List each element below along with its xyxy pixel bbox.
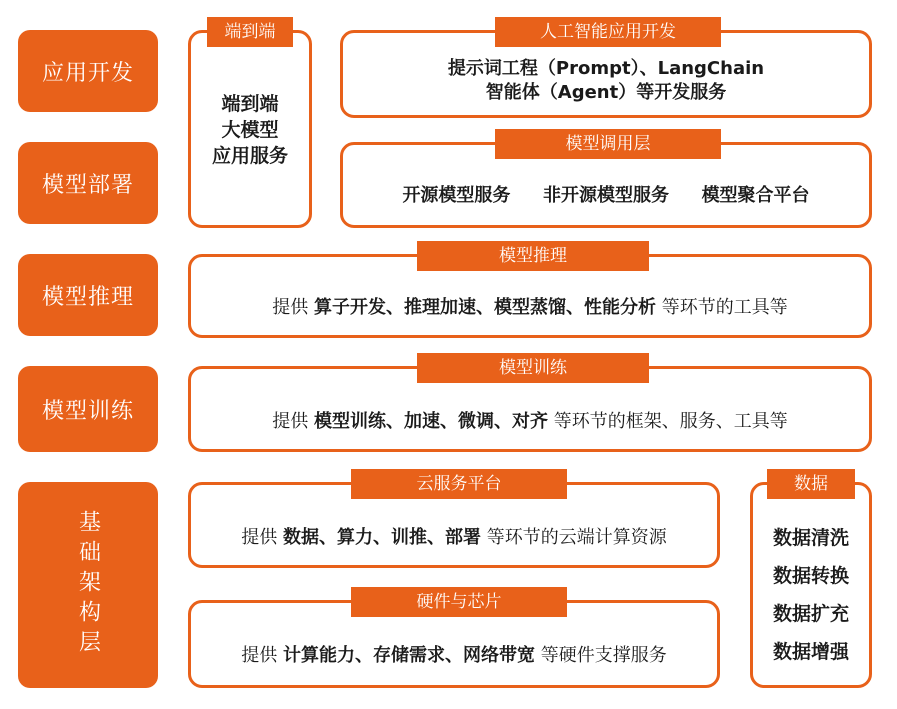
- model-call-item: 非开源模型服务: [543, 185, 669, 206]
- inference-bold: 算子开发、推理加速、模型蒸馏、性能分析: [314, 297, 656, 318]
- training-prefix: 提供: [272, 411, 309, 432]
- hardware-bold: 计算能力、存储需求、网络带宽: [283, 645, 535, 666]
- cloud-suffix: 等环节的云端计算资源: [486, 527, 667, 548]
- e2e-line: 大模型: [221, 119, 279, 141]
- data-item: 数据清洗: [772, 527, 849, 549]
- hardware-tag: 硬件与芯片: [351, 587, 567, 617]
- layer-infrastructure: 基础架构层: [18, 482, 158, 688]
- model-call-item: 模型聚合平台: [701, 185, 810, 206]
- cloud-tag: 云服务平台: [351, 469, 567, 499]
- hardware-prefix: 提供: [241, 645, 278, 666]
- inference-suffix: 等环节的工具等: [661, 297, 788, 318]
- data-item: 数据扩充: [772, 603, 849, 625]
- e2e-lines: [191, 91, 309, 169]
- e2e-box: [188, 22, 312, 228]
- ai-dev-tag: 人工智能应用开发: [495, 17, 721, 47]
- e2e-line: 应用服务: [211, 145, 288, 167]
- training-suffix: 等环节的框架、服务、工具等: [553, 411, 788, 432]
- data-tag: 数据: [767, 469, 855, 499]
- data-box: [750, 474, 872, 688]
- layer-model-training: 模型训练: [18, 366, 158, 452]
- training-bold: 模型训练、加速、微调、对齐: [314, 411, 548, 432]
- model-call-item: 开源模型服务: [402, 185, 511, 206]
- ai-dev-content: [343, 57, 869, 105]
- cloud-bold: 数据、算力、训推、部署: [283, 527, 481, 548]
- hardware-box: [188, 592, 720, 688]
- e2e-tag: 端到端: [207, 17, 293, 47]
- model-call-items: [343, 181, 869, 207]
- layer-model-inference: 模型推理: [18, 254, 158, 336]
- data-item: 数据转换: [772, 565, 849, 587]
- ai-dev-line2: 智能体（Agent）等开发服务: [485, 82, 727, 103]
- training-tag: 模型训练: [417, 353, 649, 383]
- hardware-content: [191, 641, 717, 667]
- data-item: 数据增强: [772, 641, 849, 663]
- hardware-suffix: 等硬件支撑服务: [540, 645, 667, 666]
- inference-tag: 模型推理: [417, 241, 649, 271]
- cloud-prefix: 提供: [241, 527, 278, 548]
- inference-prefix: 提供: [272, 297, 309, 318]
- cloud-box: [188, 474, 720, 568]
- training-box: [188, 358, 872, 452]
- layer-app-dev: 应用开发: [18, 30, 158, 112]
- inference-box: [188, 246, 872, 338]
- e2e-line: 端到端: [221, 93, 279, 115]
- training-content: [191, 407, 869, 433]
- data-items: [753, 519, 869, 671]
- cloud-content: [191, 523, 717, 549]
- layer-model-deploy: 模型部署: [18, 142, 158, 224]
- inference-content: [191, 293, 869, 319]
- ai-dev-box: [340, 22, 872, 118]
- model-call-box: [340, 134, 872, 228]
- model-call-tag: 模型调用层: [495, 129, 721, 159]
- ai-dev-line1: 提示词工程（Prompt）、LangChain: [447, 58, 765, 79]
